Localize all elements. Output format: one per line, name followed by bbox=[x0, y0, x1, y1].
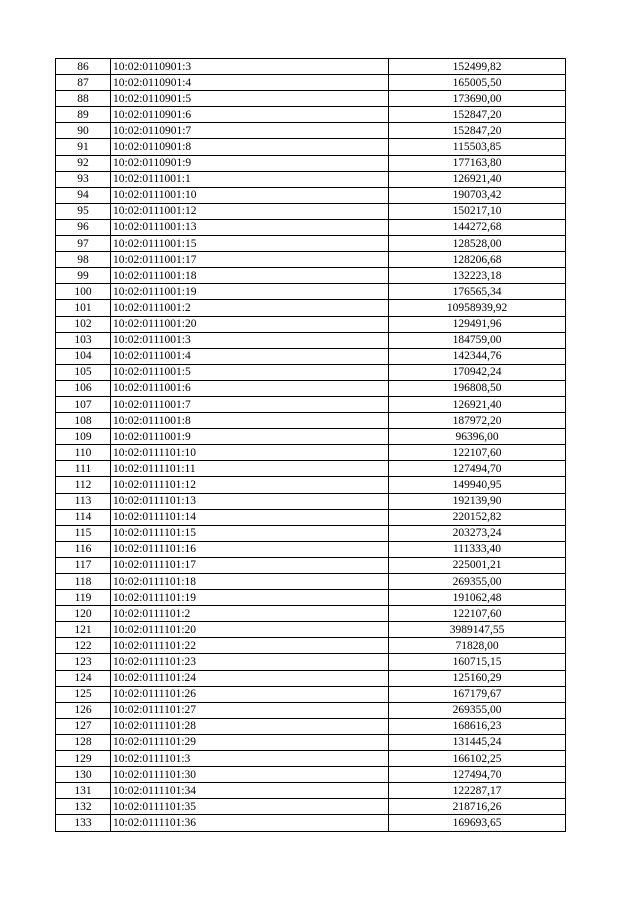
row-number-cell: 94 bbox=[56, 187, 111, 203]
table-row bbox=[56, 541, 566, 557]
cadastral-value-cell: 160715,15 bbox=[389, 654, 566, 670]
cadastral-number-cell: 10:02:0111001:3 bbox=[111, 332, 389, 348]
cadastral-number-cell: 10:02:0110901:7 bbox=[111, 123, 389, 139]
row-number-cell: 123 bbox=[56, 654, 111, 670]
row-number-cell: 112 bbox=[56, 477, 111, 493]
cadastral-number-cell: 10:02:0111001:2 bbox=[111, 300, 389, 316]
row-number-cell: 125 bbox=[56, 686, 111, 702]
cadastral-value-cell: 190703,42 bbox=[389, 187, 566, 203]
cadastral-number-cell: 10:02:0111101:17 bbox=[111, 557, 389, 573]
table-row bbox=[56, 574, 566, 590]
table-row bbox=[56, 252, 566, 268]
table-row bbox=[56, 429, 566, 445]
table-row bbox=[56, 380, 566, 396]
cadastral-value-cell: 269355,00 bbox=[389, 574, 566, 590]
cadastral-value-cell: 149940,95 bbox=[389, 477, 566, 493]
row-number-cell: 103 bbox=[56, 332, 111, 348]
table-row bbox=[56, 461, 566, 477]
cadastral-value-cell: 127494,70 bbox=[389, 461, 566, 477]
row-number-cell: 120 bbox=[56, 606, 111, 622]
table-row bbox=[56, 751, 566, 767]
table-row bbox=[56, 654, 566, 670]
cadastral-value-cell: 122107,60 bbox=[389, 445, 566, 461]
table-row bbox=[56, 509, 566, 525]
cadastral-value-cell: 127494,70 bbox=[389, 767, 566, 783]
row-number-cell: 92 bbox=[56, 155, 111, 171]
row-number-cell: 129 bbox=[56, 751, 111, 767]
table-row bbox=[56, 638, 566, 654]
table-row bbox=[56, 622, 566, 638]
cadastral-number-cell: 10:02:0111001:10 bbox=[111, 187, 389, 203]
cadastral-number-cell: 10:02:0111101:34 bbox=[111, 783, 389, 799]
row-number-cell: 99 bbox=[56, 268, 111, 284]
table-row bbox=[56, 187, 566, 203]
table-row bbox=[56, 348, 566, 364]
cadastral-value-cell: 152847,20 bbox=[389, 123, 566, 139]
table-row bbox=[56, 557, 566, 573]
table-row bbox=[56, 171, 566, 187]
row-number-cell: 88 bbox=[56, 91, 111, 107]
cadastral-value-cell: 225001,21 bbox=[389, 557, 566, 573]
table-row bbox=[56, 236, 566, 252]
cadastral-value-cell: 269355,00 bbox=[389, 702, 566, 718]
cadastral-value-cell: 218716,26 bbox=[389, 799, 566, 815]
cadastral-number-cell: 10:02:0111001:19 bbox=[111, 284, 389, 300]
row-number-cell: 93 bbox=[56, 171, 111, 187]
row-number-cell: 105 bbox=[56, 364, 111, 380]
cadastral-value-cell: 10958939,92 bbox=[389, 300, 566, 316]
cadastral-value-cell: 71828,00 bbox=[389, 638, 566, 654]
cadastral-value-cell: 191062,48 bbox=[389, 590, 566, 606]
table-row bbox=[56, 590, 566, 606]
table-row bbox=[56, 268, 566, 284]
row-number-cell: 128 bbox=[56, 734, 111, 750]
row-number-cell: 87 bbox=[56, 75, 111, 91]
cadastral-value-cell: 150217,10 bbox=[389, 203, 566, 219]
cadastral-number-cell: 10:02:0111101:14 bbox=[111, 509, 389, 525]
cadastral-number-cell: 10:02:0111101:18 bbox=[111, 574, 389, 590]
cadastral-number-cell: 10:02:0111001:13 bbox=[111, 219, 389, 235]
cadastral-number-cell: 10:02:0111001:12 bbox=[111, 203, 389, 219]
row-number-cell: 102 bbox=[56, 316, 111, 332]
table-row bbox=[56, 702, 566, 718]
row-number-cell: 126 bbox=[56, 702, 111, 718]
cadastral-value-cell: 128528,00 bbox=[389, 236, 566, 252]
row-number-cell: 104 bbox=[56, 348, 111, 364]
cadastral-number-cell: 10:02:0110901:5 bbox=[111, 91, 389, 107]
cadastral-value-cell: 111333,40 bbox=[389, 541, 566, 557]
cadastral-value-cell: 152499,82 bbox=[389, 59, 566, 75]
cadastral-value-cell: 165005,50 bbox=[389, 75, 566, 91]
cadastral-value-cell: 196808,50 bbox=[389, 380, 566, 396]
row-number-cell: 130 bbox=[56, 767, 111, 783]
table-row bbox=[56, 203, 566, 219]
row-number-cell: 110 bbox=[56, 445, 111, 461]
cadastral-number-cell: 10:02:0111001:5 bbox=[111, 364, 389, 380]
table-row bbox=[56, 107, 566, 123]
cadastral-value-cell: 131445,24 bbox=[389, 734, 566, 750]
table-row bbox=[56, 799, 566, 815]
row-number-cell: 107 bbox=[56, 396, 111, 412]
cadastral-number-cell: 10:02:0110901:9 bbox=[111, 155, 389, 171]
cadastral-number-cell: 10:02:0110901:8 bbox=[111, 139, 389, 155]
table-row bbox=[56, 75, 566, 91]
cadastral-number-cell: 10:02:0111101:11 bbox=[111, 461, 389, 477]
cadastral-number-cell: 10:02:0111101:2 bbox=[111, 606, 389, 622]
row-number-cell: 113 bbox=[56, 493, 111, 509]
table-row bbox=[56, 734, 566, 750]
cadastral-value-cell: 173690,00 bbox=[389, 91, 566, 107]
row-number-cell: 117 bbox=[56, 557, 111, 573]
cadastral-value-table bbox=[55, 58, 566, 832]
table-row bbox=[56, 396, 566, 412]
row-number-cell: 101 bbox=[56, 300, 111, 316]
cadastral-value-cell: 169693,65 bbox=[389, 815, 566, 831]
cadastral-number-cell: 10:02:0111101:28 bbox=[111, 718, 389, 734]
row-number-cell: 106 bbox=[56, 380, 111, 396]
table-row bbox=[56, 718, 566, 734]
cadastral-value-cell: 122287,17 bbox=[389, 783, 566, 799]
cadastral-number-cell: 10:02:0111001:15 bbox=[111, 236, 389, 252]
table-body bbox=[56, 59, 566, 832]
cadastral-number-cell: 10:02:0111101:15 bbox=[111, 525, 389, 541]
cadastral-number-cell: 10:02:0111101:26 bbox=[111, 686, 389, 702]
row-number-cell: 96 bbox=[56, 219, 111, 235]
cadastral-number-cell: 10:02:0110901:6 bbox=[111, 107, 389, 123]
row-number-cell: 127 bbox=[56, 718, 111, 734]
cadastral-number-cell: 10:02:0111001:1 bbox=[111, 171, 389, 187]
cadastral-value-cell: 115503,85 bbox=[389, 139, 566, 155]
cadastral-value-cell: 192139,90 bbox=[389, 493, 566, 509]
row-number-cell: 108 bbox=[56, 413, 111, 429]
cadastral-value-cell: 125160,29 bbox=[389, 670, 566, 686]
row-number-cell: 98 bbox=[56, 252, 111, 268]
row-number-cell: 114 bbox=[56, 509, 111, 525]
table-row bbox=[56, 91, 566, 107]
table-row bbox=[56, 477, 566, 493]
table-row bbox=[56, 284, 566, 300]
row-number-cell: 133 bbox=[56, 815, 111, 831]
cadastral-number-cell: 10:02:0111101:30 bbox=[111, 767, 389, 783]
cadastral-value-cell: 176565,34 bbox=[389, 284, 566, 300]
cadastral-value-cell: 96396,00 bbox=[389, 429, 566, 445]
cadastral-value-cell: 184759,00 bbox=[389, 332, 566, 348]
cadastral-value-cell: 144272,68 bbox=[389, 219, 566, 235]
row-number-cell: 115 bbox=[56, 525, 111, 541]
row-number-cell: 111 bbox=[56, 461, 111, 477]
cadastral-value-cell: 129491,96 bbox=[389, 316, 566, 332]
cadastral-number-cell: 10:02:0111101:10 bbox=[111, 445, 389, 461]
table-row bbox=[56, 316, 566, 332]
table-row bbox=[56, 139, 566, 155]
row-number-cell: 118 bbox=[56, 574, 111, 590]
cadastral-value-cell: 126921,40 bbox=[389, 396, 566, 412]
table-row bbox=[56, 493, 566, 509]
cadastral-number-cell: 10:02:0111101:12 bbox=[111, 477, 389, 493]
cadastral-number-cell: 10:02:0111001:9 bbox=[111, 429, 389, 445]
cadastral-number-cell: 10:02:0111101:24 bbox=[111, 670, 389, 686]
cadastral-number-cell: 10:02:0110901:4 bbox=[111, 75, 389, 91]
cadastral-number-cell: 10:02:0111101:27 bbox=[111, 702, 389, 718]
cadastral-value-cell: 132223,18 bbox=[389, 268, 566, 284]
row-number-cell: 95 bbox=[56, 203, 111, 219]
cadastral-value-cell: 203273,24 bbox=[389, 525, 566, 541]
table-row bbox=[56, 300, 566, 316]
table-row bbox=[56, 445, 566, 461]
cadastral-number-cell: 10:02:0111101:13 bbox=[111, 493, 389, 509]
row-number-cell: 116 bbox=[56, 541, 111, 557]
table-row bbox=[56, 525, 566, 541]
table-row bbox=[56, 364, 566, 380]
cadastral-value-cell: 128206,68 bbox=[389, 252, 566, 268]
row-number-cell: 91 bbox=[56, 139, 111, 155]
cadastral-value-cell: 220152,82 bbox=[389, 509, 566, 525]
cadastral-number-cell: 10:02:0111101:19 bbox=[111, 590, 389, 606]
table-row bbox=[56, 219, 566, 235]
table-row bbox=[56, 767, 566, 783]
row-number-cell: 89 bbox=[56, 107, 111, 123]
table-row bbox=[56, 815, 566, 831]
cadastral-value-cell: 170942,24 bbox=[389, 364, 566, 380]
row-number-cell: 90 bbox=[56, 123, 111, 139]
cadastral-number-cell: 10:02:0111101:29 bbox=[111, 734, 389, 750]
table-row bbox=[56, 59, 566, 75]
cadastral-number-cell: 10:02:0111101:20 bbox=[111, 622, 389, 638]
row-number-cell: 119 bbox=[56, 590, 111, 606]
row-number-cell: 109 bbox=[56, 429, 111, 445]
cadastral-value-cell: 177163,80 bbox=[389, 155, 566, 171]
table-row bbox=[56, 606, 566, 622]
row-number-cell: 132 bbox=[56, 799, 111, 815]
cadastral-number-cell: 10:02:0110901:3 bbox=[111, 59, 389, 75]
row-number-cell: 121 bbox=[56, 622, 111, 638]
row-number-cell: 86 bbox=[56, 59, 111, 75]
cadastral-number-cell: 10:02:0111101:23 bbox=[111, 654, 389, 670]
cadastral-number-cell: 10:02:0111101:16 bbox=[111, 541, 389, 557]
table-row bbox=[56, 332, 566, 348]
cadastral-number-cell: 10:02:0111001:18 bbox=[111, 268, 389, 284]
cadastral-number-cell: 10:02:0111001:17 bbox=[111, 252, 389, 268]
cadastral-number-cell: 10:02:0111001:4 bbox=[111, 348, 389, 364]
cadastral-number-cell: 10:02:0111101:35 bbox=[111, 799, 389, 815]
table-row bbox=[56, 123, 566, 139]
cadastral-value-cell: 142344,76 bbox=[389, 348, 566, 364]
row-number-cell: 97 bbox=[56, 236, 111, 252]
cadastral-value-cell: 3989147,55 bbox=[389, 622, 566, 638]
cadastral-value-cell: 167179,67 bbox=[389, 686, 566, 702]
cadastral-number-cell: 10:02:0111001:8 bbox=[111, 413, 389, 429]
cadastral-value-cell: 122107,60 bbox=[389, 606, 566, 622]
cadastral-number-cell: 10:02:0111001:7 bbox=[111, 396, 389, 412]
table-row bbox=[56, 413, 566, 429]
cadastral-value-cell: 187972,20 bbox=[389, 413, 566, 429]
cadastral-number-cell: 10:02:0111101:3 bbox=[111, 751, 389, 767]
table-row bbox=[56, 783, 566, 799]
cadastral-value-cell: 126921,40 bbox=[389, 171, 566, 187]
cadastral-value-cell: 152847,20 bbox=[389, 107, 566, 123]
row-number-cell: 100 bbox=[56, 284, 111, 300]
cadastral-number-cell: 10:02:0111001:20 bbox=[111, 316, 389, 332]
row-number-cell: 124 bbox=[56, 670, 111, 686]
cadastral-value-cell: 168616,23 bbox=[389, 718, 566, 734]
cadastral-number-cell: 10:02:0111001:6 bbox=[111, 380, 389, 396]
row-number-cell: 131 bbox=[56, 783, 111, 799]
cadastral-number-cell: 10:02:0111101:22 bbox=[111, 638, 389, 654]
table-row bbox=[56, 670, 566, 686]
table-row bbox=[56, 155, 566, 171]
cadastral-number-cell: 10:02:0111101:36 bbox=[111, 815, 389, 831]
table-row bbox=[56, 686, 566, 702]
row-number-cell: 122 bbox=[56, 638, 111, 654]
cadastral-value-cell: 166102,25 bbox=[389, 751, 566, 767]
